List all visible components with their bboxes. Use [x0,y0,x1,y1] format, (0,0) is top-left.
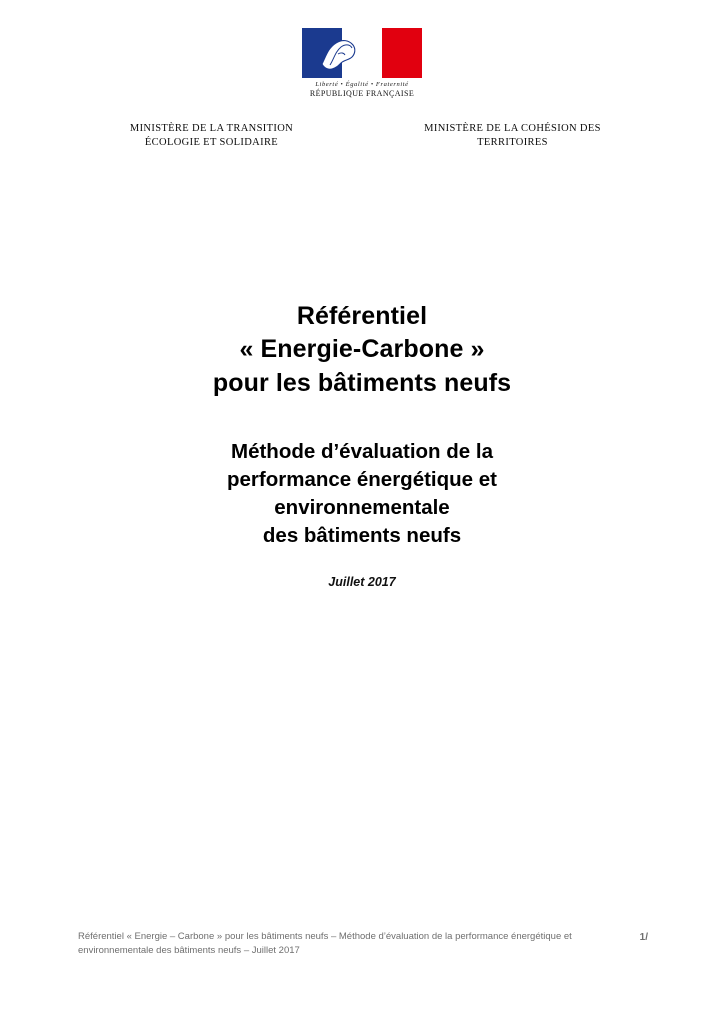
ministry-line: ÉCOLOGIE ET SOLIDAIRE [144,137,279,149]
subtitle [0,438,724,550]
main-title-line: Référentiel [296,302,428,330]
logo-republic-label: RÉPUBLIQUE FRANÇAISE [309,89,415,98]
ministries-row [0,122,724,150]
flag-band-red [382,28,422,78]
french-flag-icon [302,28,422,78]
publication-date: Juillet 2017 [328,575,396,589]
main-title-line: « Energie-Carbone » [239,335,485,364]
page-title [0,300,724,400]
ministry-line: MINISTÈRE DE LA TRANSITION [129,123,294,134]
subtitle-line: Méthode d’évaluation de la [231,440,493,463]
ministry-transition-ecologique [104,122,319,150]
subtitle-line: des bâtiments neufs [262,523,462,547]
ministry-line: TERRITOIRES [477,137,548,149]
marianne-profile-icon [318,34,362,72]
page-footer [78,930,648,959]
main-title-line: pour les bâtiments neufs [212,368,512,397]
footer-page-number: 1/ [639,932,648,943]
subtitle-line: performance énergétique et [227,467,497,491]
page-subtitle [0,438,724,550]
subtitle-line: environnementale [274,495,450,519]
republique-francaise-logo [0,28,724,98]
main-title [0,300,724,400]
logo-motto: Liberté • Égalité • Fraternité [315,81,409,88]
footer-text: Référentiel « Energie – Carbone » pour les bâtiments neufs – Méthode d’évaluation de la performance énergétique et environnementale des bâtiments neufs – Juillet 2017 [78,931,572,957]
ministry-cohesion-territoires [405,122,620,150]
ministry-line: MINISTÈRE DE LA COHÉSION DES [424,123,601,134]
